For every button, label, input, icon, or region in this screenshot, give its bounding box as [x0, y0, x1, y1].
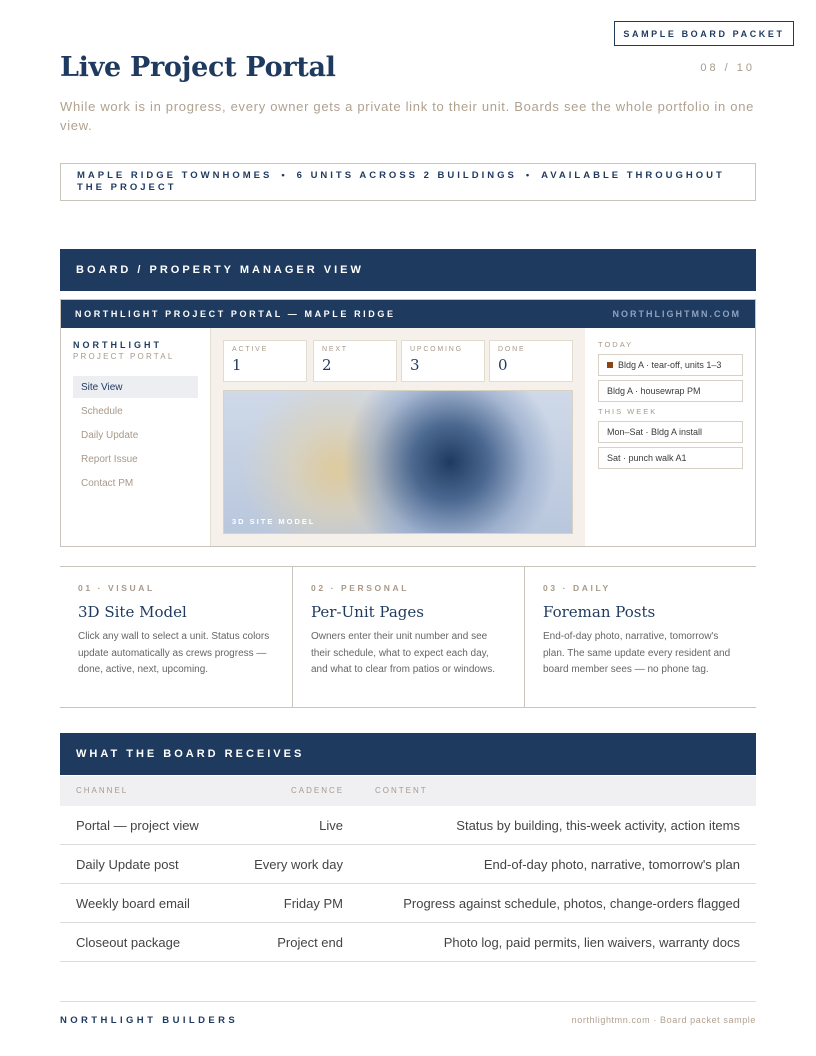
cadence-cell: Friday PM: [283, 896, 343, 911]
info-separator: •: [281, 170, 288, 181]
cadence-cell: Every work day: [254, 857, 343, 872]
site-model-viewport[interactable]: [223, 390, 573, 534]
feature-eyebrow: 03 · DAILY: [543, 583, 611, 593]
content-cell: End-of-day photo, narrative, tomorrow's plan: [483, 857, 740, 872]
table-header: [60, 776, 756, 806]
portal-main: [211, 328, 585, 546]
this-week-label: THIS WEEK: [598, 407, 658, 416]
channel-cell: Closeout package: [76, 935, 181, 950]
stat-label: UPCOMING: [410, 346, 463, 353]
project-info-bar: [60, 163, 756, 201]
sample-badge: SAMPLE BOARD PACKET: [614, 21, 794, 46]
week-item-text: Mon–Sat · Bldg A install: [607, 427, 703, 437]
portal-activity-panel: [585, 328, 755, 546]
board-view-title: BOARD / PROPERTY MANAGER VIEW: [76, 264, 364, 276]
stat-card-next: [313, 340, 397, 382]
nav-item-site-view[interactable]: Site View: [73, 376, 198, 398]
portal-header-title: NORTHLIGHT PROJECT PORTAL — MAPLE RIDGE: [75, 309, 396, 319]
feature-title: Per-Unit Pages: [311, 603, 424, 621]
cadence-cell: Project end: [277, 935, 343, 950]
stat-value: 2: [322, 356, 332, 374]
today-item[interactable]: [598, 354, 743, 376]
feature-description: Owners enter their unit number and see their schedule, what to expect each day, and what to clear from patios or windows.: [311, 631, 495, 675]
week-item[interactable]: [598, 447, 743, 469]
board-receives-section-header: [60, 733, 756, 775]
nav-item-contact-pm[interactable]: Contact PM: [81, 477, 134, 489]
nav-item-schedule[interactable]: Schedule: [81, 405, 123, 417]
active-status-dot-icon: [607, 362, 613, 368]
feature-personal: [292, 567, 524, 708]
today-item-text: Bldg A · tear-off, units 1–3: [618, 360, 722, 370]
stat-value: 1: [232, 356, 242, 374]
today-label: TODAY: [598, 340, 634, 349]
channel-cell: Portal — project view: [76, 818, 199, 833]
info-project-name: MAPLE RIDGE TOWNHOMES: [77, 170, 273, 181]
feature-visual: [60, 567, 292, 708]
channel-cell: Weekly board email: [76, 896, 190, 911]
content-cell: Photo log, paid permits, lien waivers, warranty docs: [443, 935, 740, 950]
info-availability: AVAILABLE THROUGHOUT THE PROJECT: [77, 170, 725, 193]
stat-card-active: [223, 340, 307, 382]
portal-brand-name: NORTHLIGHT: [73, 340, 162, 350]
portal-header-url[interactable]: NORTHLIGHTMN.COM: [612, 309, 741, 319]
today-item-text: Bldg A · housewrap PM: [607, 386, 701, 396]
stat-value: 3: [410, 356, 420, 374]
stat-label: DONE: [498, 346, 526, 353]
feature-title: Foreman Posts: [543, 603, 656, 621]
table-row: [60, 845, 756, 884]
table-row: [60, 923, 756, 962]
portal-header: [61, 300, 755, 328]
board-view-section-header: [60, 249, 756, 291]
feature-title: 3D Site Model: [78, 603, 187, 621]
stat-label: ACTIVE: [232, 346, 269, 353]
info-separator: •: [525, 170, 533, 181]
page-title: Live Project Portal: [60, 52, 336, 83]
page-number: 08 / 10: [700, 62, 755, 74]
column-header-channel: CHANNEL: [76, 786, 129, 795]
stat-label: NEXT: [322, 346, 348, 353]
stat-card-done: [489, 340, 573, 382]
nav-item-report-issue[interactable]: Report Issue: [81, 453, 138, 465]
feature-eyebrow: 02 · PERSONAL: [311, 583, 410, 593]
week-item-text: Sat · punch walk A1: [607, 453, 687, 463]
content-cell: Status by building, this-week activity, action items: [456, 818, 740, 833]
board-receives-title: WHAT THE BOARD RECEIVES: [76, 748, 305, 760]
site-model-label: 3D SITE MODEL: [232, 517, 316, 526]
table-row: [60, 806, 756, 845]
stat-card-upcoming: [401, 340, 485, 382]
portal-sidebar: [61, 328, 211, 546]
nav-item-daily-update[interactable]: Daily Update: [81, 429, 139, 441]
today-item[interactable]: [598, 380, 743, 402]
table-row: [60, 884, 756, 923]
feature-description: End-of-day photo, narrative, tomorrow's plan. The same update every resident and board member sees — no phone tag.: [543, 631, 731, 675]
page-subtitle: While work is in progress, every owner gets a private link to their unit. Boards see the whole portfolio in one view.: [60, 99, 755, 133]
feature-columns: [60, 566, 756, 708]
footer-site-note: northlightmn.com · Board packet sample: [571, 1015, 756, 1025]
week-item[interactable]: [598, 421, 743, 443]
channel-cell: Daily Update post: [76, 857, 179, 872]
column-header-cadence: CADENCE: [291, 786, 345, 795]
feature-description: Click any wall to select a unit. Status colors update automatically as crews progress — done, active, next, upcoming.: [78, 631, 270, 675]
stat-value: 0: [498, 356, 508, 374]
content-cell: Progress against schedule, photos, change-orders flagged: [403, 896, 740, 911]
feature-eyebrow: 01 · VISUAL: [78, 583, 155, 593]
portal-brand-sub: PROJECT PORTAL: [73, 352, 175, 361]
feature-daily: [524, 567, 756, 708]
footer-divider: [60, 1001, 756, 1002]
info-unit-count: 6 UNITS ACROSS 2 BUILDINGS: [296, 170, 517, 181]
footer-company-name: NORTHLIGHT BUILDERS: [60, 1015, 239, 1026]
portal-mockup: [60, 299, 756, 547]
column-header-content: CONTENT: [375, 786, 428, 795]
cadence-cell: Live: [319, 818, 343, 833]
